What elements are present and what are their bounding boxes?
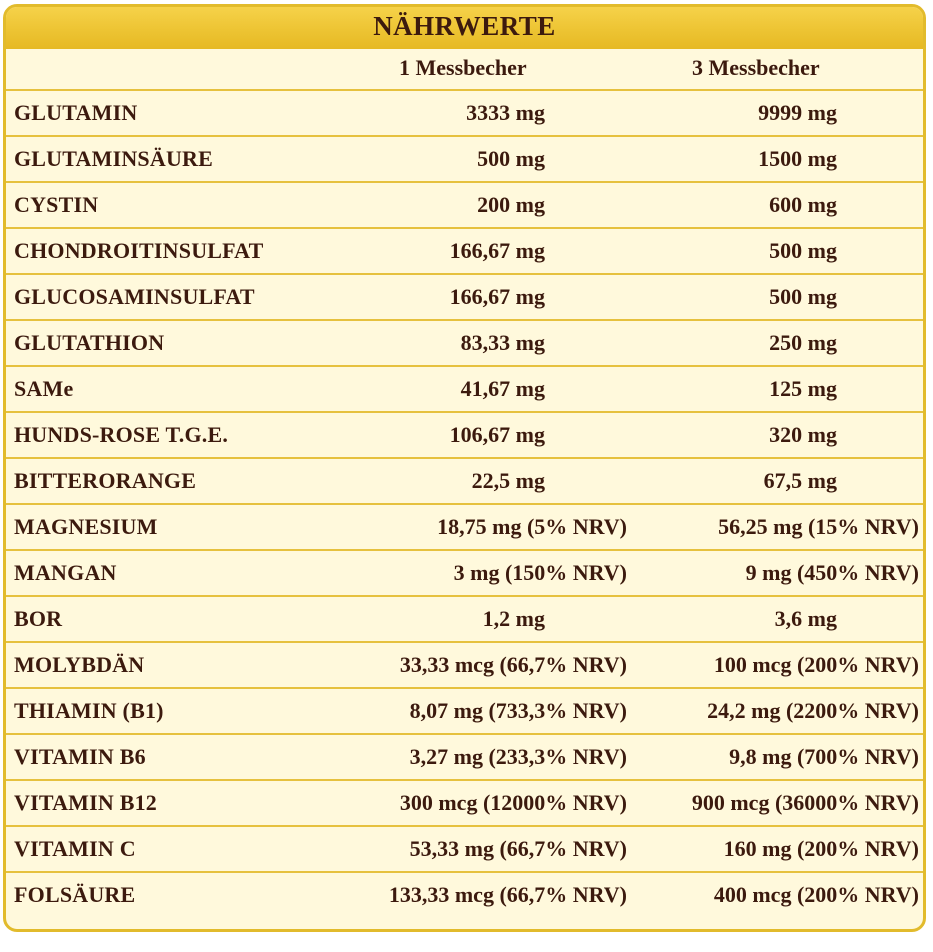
nutrient-name: CHONDROITINSULFAT	[14, 238, 264, 263]
nutrient-name: GLUCOSAMINSULFAT	[14, 284, 255, 309]
nutrient-name: MANGAN	[14, 560, 117, 585]
table-row	[6, 89, 923, 135]
value-1-scoop: 1,2 mg	[482, 606, 545, 631]
table-row	[6, 181, 923, 227]
value-3-scoops: 600 mg	[769, 192, 837, 217]
value-3-scoops: 9,8 mg (700% NRV)	[729, 744, 919, 769]
value-3-scoops: 1500 mg	[758, 146, 837, 171]
column-header-3-scoops: 3 Messbecher	[692, 55, 820, 80]
value-3-scoops: 250 mg	[769, 330, 837, 355]
value-1-scoop: 3333 mg	[466, 100, 545, 125]
table-row	[6, 595, 923, 641]
table-row	[6, 871, 923, 917]
value-1-scoop: 166,67 mg	[449, 284, 545, 309]
value-1-scoop: 53,33 mg (66,7% NRV)	[409, 836, 627, 861]
value-3-scoops: 500 mg	[769, 238, 837, 263]
value-1-scoop: 133,33 mcg (66,7% NRV)	[388, 882, 627, 907]
table-row	[6, 273, 923, 319]
value-3-scoops: 3,6 mg	[774, 606, 837, 631]
table-row	[6, 733, 923, 779]
table-body	[6, 89, 923, 917]
value-1-scoop: 8,07 mg (733,3% NRV)	[409, 698, 627, 723]
table-row	[6, 135, 923, 181]
value-1-scoop: 41,67 mg	[460, 376, 545, 401]
value-3-scoops: 9999 mg	[758, 100, 837, 125]
nutrient-name: FOLSÄURE	[14, 882, 136, 907]
table-row	[6, 641, 923, 687]
table-row	[6, 779, 923, 825]
value-1-scoop: 33,33 mcg (66,7% NRV)	[399, 652, 627, 677]
value-1-scoop: 106,67 mg	[449, 422, 545, 447]
nutrient-name: VITAMIN C	[14, 836, 136, 861]
value-1-scoop: 500 mg	[477, 146, 545, 171]
value-3-scoops: 125 mg	[769, 376, 837, 401]
nutrient-name: HUNDS-ROSE T.G.E.	[14, 422, 229, 447]
table-row	[6, 457, 923, 503]
value-3-scoops: 160 mg (200% NRV)	[723, 836, 919, 861]
value-1-scoop: 18,75 mg (5% NRV)	[437, 514, 627, 539]
table-row	[6, 825, 923, 871]
value-3-scoops: 100 mcg (200% NRV)	[713, 652, 919, 677]
value-1-scoop: 3 mg (150% NRV)	[453, 560, 627, 585]
table-row	[6, 411, 923, 457]
nutrient-name: MOLYBDÄN	[14, 652, 145, 677]
table-header	[6, 7, 923, 49]
nutrient-name: MAGNESIUM	[14, 514, 158, 539]
value-1-scoop: 300 mcg (12000% NRV)	[399, 790, 627, 815]
value-1-scoop: 83,33 mg	[460, 330, 545, 355]
table-row	[6, 365, 923, 411]
value-3-scoops: 900 mcg (36000% NRV)	[691, 790, 919, 815]
nutrient-name: GLUTAMINSÄURE	[14, 146, 213, 171]
value-1-scoop: 166,67 mg	[449, 238, 545, 263]
table-title: NÄHRWERTE	[373, 11, 556, 41]
table-row	[6, 227, 923, 273]
value-3-scoops: 400 mcg (200% NRV)	[713, 882, 919, 907]
value-3-scoops: 500 mg	[769, 284, 837, 309]
value-3-scoops: 320 mg	[769, 422, 837, 447]
table-row	[6, 319, 923, 365]
table-row	[6, 549, 923, 595]
value-3-scoops: 56,25 mg (15% NRV)	[718, 514, 919, 539]
nutrient-name: THIAMIN (B1)	[14, 698, 164, 723]
table-row	[6, 687, 923, 733]
nutrient-name: CYSTIN	[14, 192, 99, 217]
nutrient-name: GLUTATHION	[14, 330, 165, 355]
nutrition-table	[3, 4, 926, 932]
nutrient-name: BITTERORANGE	[14, 468, 197, 493]
nutrient-name: BOR	[14, 606, 63, 631]
value-1-scoop: 22,5 mg	[471, 468, 545, 493]
value-1-scoop: 3,27 mg (233,3% NRV)	[409, 744, 627, 769]
nutrient-name: VITAMIN B12	[14, 790, 157, 815]
value-3-scoops: 9 mg (450% NRV)	[745, 560, 919, 585]
value-3-scoops: 24,2 mg (2200% NRV)	[707, 698, 919, 723]
value-1-scoop: 200 mg	[477, 192, 545, 217]
column-headers	[6, 51, 923, 89]
nutrient-name: GLUTAMIN	[14, 100, 138, 125]
nutrient-name: VITAMIN B6	[14, 744, 146, 769]
nutrient-name: SAMe	[14, 376, 74, 401]
value-3-scoops: 67,5 mg	[763, 468, 837, 493]
table-row	[6, 503, 923, 549]
column-header-1-scoop: 1 Messbecher	[399, 55, 527, 80]
